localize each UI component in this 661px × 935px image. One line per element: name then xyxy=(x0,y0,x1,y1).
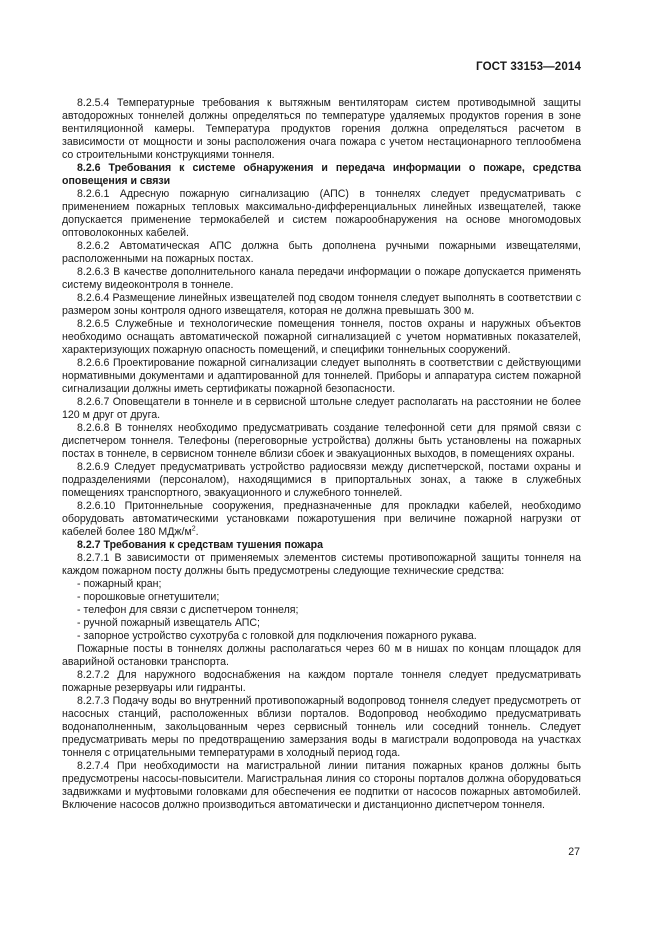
paragraph-8-2-6-8: 8.2.6.8 В тоннелях необходимо предусматривать создание телефонной сети для прямой связи с диспетчером тоннеля. Телефоны (переговорные устройства) должны быть установлены на пожарных постах в тоннеле, в сервисном тоннеле вблизи сбоек и эвакуационных выходов, в помещениях охраны. xyxy=(62,422,581,460)
heading-8-2-6: 8.2.6 Требования к системе обнаружения и передача информации о пожаре, средства оповещения и связи xyxy=(62,162,581,187)
paragraph-8-2-7-4: 8.2.7.4 При необходимости на магистральной линии питания пожарных кранов должны быть предусмотрены насосы-повысители. Магистральная линия со стороны порталов должна оборудоваться задвижками и муфтовыми головками для обеспечения ее подпитки от насосов пожарных автомобилей. Включение насосов должно производиться автоматически и дистанционно диспетчером тоннеля. xyxy=(62,760,581,811)
paragraph-8-2-6-10 xyxy=(62,500,581,539)
paragraph-8-2-5-4: 8.2.5.4 Температурные требования к вытяжным вентиляторам систем противодымной защиты автодорожных тоннелей должны определяться по температуре удаляемых продуктов горения в зоне вентиляционной камеры. Температура продуктов горения должна определяться расчетом в зависимости от мощности и зоны расположения очага пожара с учетом нестационарного теплообмена со строительными конструкциями тоннеля. xyxy=(62,97,581,161)
paragraph-8-2-6-5: 8.2.6.5 Служебные и технологические помещения тоннеля, постов охраны и наружных объектов необходимо оснащать автоматической пожарной сигнализацией с учетом нормативных показателей, характеризующих пожарную опасность помещений, и специфики тоннельных сооружений. xyxy=(62,318,581,356)
document-standard-id: ГОСТ 33153—2014 xyxy=(476,60,581,73)
paragraph-8-2-6-2: 8.2.6.2 Автоматическая АПС должна быть дополнена ручными пожарными извещателями, расположенными на пожарных постах. xyxy=(62,240,581,265)
paragraph-8-2-6-9: 8.2.6.9 Следует предусматривать устройство радиосвязи между диспетчерской, постами охраны и подразделениями (персоналом), находящимися в припортальных зонах, а также в служебных помещениях транспортного, эвакуационного и служебного тоннелей. xyxy=(62,461,581,499)
paragraph-fire-posts: Пожарные посты в тоннелях должны располагаться через 60 м в нишах по концам площадок для аварийной остановки транспорта. xyxy=(62,643,581,668)
list-item: - запорное устройство сухотруба с головкой для подключения пожарного рукава. xyxy=(62,630,581,643)
paragraph-8-2-6-10-text: 8.2.6.10 Притоннельные сооружения, предназначенные для прокладки кабелей, необходимо оборудовать автоматическими установками пожаротушения при величине пожарной нагрузки от кабелей более 180 МДж/м xyxy=(62,500,581,538)
paragraph-8-2-6-10-end: . xyxy=(195,526,199,538)
paragraph-8-2-7-2: 8.2.7.2 Для наружного водоснабжения на каждом портале тоннеля следует предусматривать пожарные резервуары или гидранты. xyxy=(62,669,581,694)
list-item: - телефон для связи с диспетчером тоннеля; xyxy=(62,604,581,617)
list-item: - порошковые огнетушители; xyxy=(62,591,581,604)
paragraph-8-2-6-4: 8.2.6.4 Размещение линейных извещателей под сводом тоннеля следует выполнять в соответствии с размером зоны контроля одного извещателя, которая не должна превышать 300 м. xyxy=(62,292,581,317)
list-item: - ручной пожарный извещатель АПС; xyxy=(62,617,581,630)
paragraph-8-2-7-1: 8.2.7.1 В зависимости от применяемых элементов системы противопожарной защиты тоннеля на каждом пожарном посту должны быть предусмотрены следующие технические средства: xyxy=(62,552,581,577)
unit-superscript: 2 xyxy=(191,525,196,533)
paragraph-8-2-6-6: 8.2.6.6 Проектирование пожарной сигнализации следует выполнять в соответствии с действующими нормативными документами и адаптированной для тоннелей. Приборы и аппаратура систем пожарной сигнализации должны иметь сертификаты пожарной безопасности. xyxy=(62,357,581,395)
list-item: - пожарный кран; xyxy=(62,578,581,591)
paragraph-8-2-7-3: 8.2.7.3 Подачу воды во внутренний противопожарный водопровод тоннеля следует предусмотреть от насосных станций, расположенных вблизи порталов. Водопровод необходимо предусматривать водонаполненным, закольцованным через сервисный тоннель или соседний тоннель. Следует предусматривать меры по предотвращению замерзания воды в магистрали водопровода на участках тоннеля с отрицательными температурами в холодный период года. xyxy=(62,695,581,759)
heading-8-2-7: 8.2.7 Требования к средствам тушения пожара xyxy=(77,539,324,551)
document-body xyxy=(62,97,581,812)
paragraph-8-2-6-3: 8.2.6.3 В качестве дополнительного канала передачи информации о пожаре допускается применять систему видеоконтроля в тоннеле. xyxy=(62,266,581,291)
page-number: 27 xyxy=(568,846,580,858)
paragraph-8-2-6-1: 8.2.6.1 Адресную пожарную сигнализацию (АПС) в тоннелях следует предусматривать с применением пожарных тепловых максимально-дифференциальных линейных извещателей, также допускается применение термокабелей и систем пожарообнаружения на основе многомодовых оптоволоконных кабелей. xyxy=(62,188,581,239)
paragraph-8-2-6-7: 8.2.6.7 Оповещатели в тоннеле и в сервисной штольне следует располагать на расстоянии не более 120 м друг от друга. xyxy=(62,396,581,421)
equipment-list xyxy=(62,578,581,643)
